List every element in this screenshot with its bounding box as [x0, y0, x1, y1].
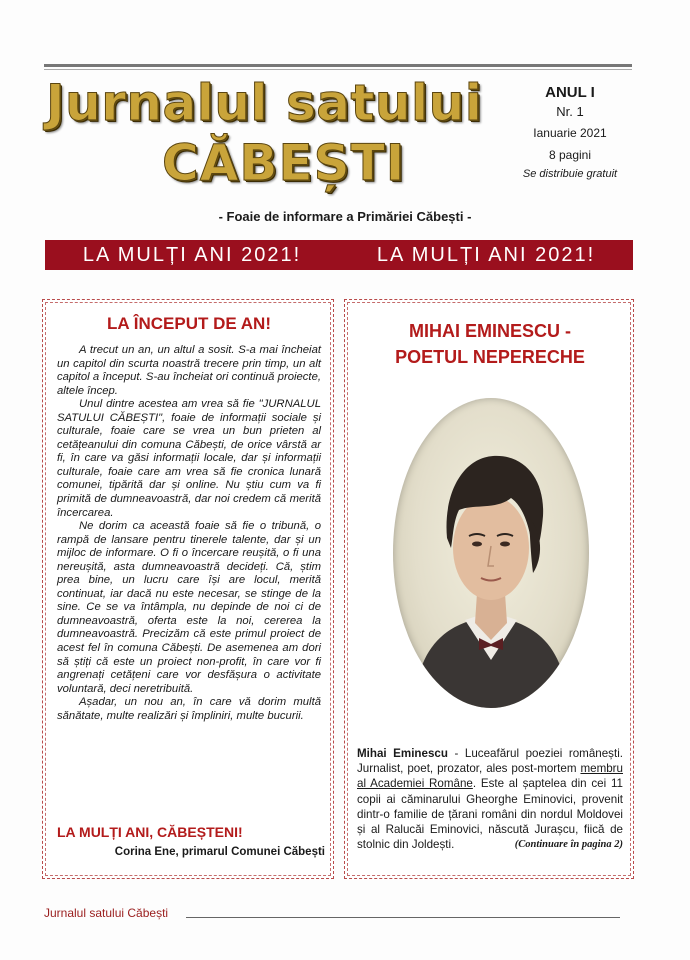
- footer-label: Jurnalul satului Căbești: [44, 906, 169, 920]
- academy-link[interactable]: membru al Academiei Române: [357, 762, 623, 791]
- issue-pages: 8 pagini: [548, 148, 592, 162]
- article-paragraph: Ne dorim ca această foaie să fie o tribună, o rampă de lansare pentru tinerele talente, dar și un mijloc de informare. O fi o încercare reușită, o fi una nereușită, asta dumneavoastră decideți. Că, știm prea bine, un lucru care își are locul, merită continuat, iar dacă nu este necesar, se stinge de la sine. Ce se va întâmpla, nu depinde de noi ci de dumneavoastră, oferta este la noi, cererea la dumneavoastră. Precizăm că este primul proiect de acest fel în comuna Căbești. De asemenea am dori să știți că este un proiect non-profit, în care vor fi angrenați cetățeni care vor desfășura o activitate voluntară, deci neretribuită.: [57, 520, 321, 695]
- bio-text-part1: - Luceafărul poeziei românești. Jurnalist, poet, prozator, ales post-mortem: [357, 747, 623, 776]
- article-paragraph: Așadar, un nou an, în care vă dorim multă sănătate, multe realizări și împliniri, multe bucurii.: [57, 696, 321, 722]
- left-article-body: [57, 344, 321, 723]
- masthead-subtitle: - Foaie de informare a Primăriei Căbești -: [218, 209, 472, 224]
- continuation-note: (Continuare în pagina 2): [514, 839, 623, 851]
- article-signature: Corina Ene, primarul Comunei Căbești: [114, 846, 325, 858]
- banner-text-right: LA MULȚI ANI 2021!: [376, 243, 596, 266]
- issue-number: Nr. 1: [556, 104, 584, 119]
- article-paragraph: A trecut un an, un altul a sosit. S-a mai încheiat un capitol din scurta noastră trecere prin timp, un alt capitol a început. S-au încheiat ori continuă proiecte, altele încep.: [57, 344, 321, 397]
- issue-distribution: Se distribuie gratuit: [522, 168, 618, 180]
- masthead-rule-thin: [44, 69, 632, 70]
- right-heading-line2: POETUL NEPERECHE: [395, 347, 585, 367]
- left-article-box: [42, 299, 334, 879]
- eminescu-portrait: [393, 398, 589, 708]
- bio-text-part2: . Este al șaptelea din cei 11 copii ai căminarului Gheorghe Eminovici, provenit dintr-o familie de țărani români din nordul Moldovei și al Ralucăi Eminovici, născută Jurașcu, fiică de stolnic din Joldești.: [357, 777, 624, 852]
- footer-rule: [186, 917, 620, 918]
- left-article-heading: LA ÎNCEPUT DE AN!: [106, 314, 271, 333]
- eminescu-bio: [357, 746, 623, 852]
- right-heading-line1: MIHAI EMINESCU -: [409, 321, 571, 341]
- right-article-box: [344, 299, 634, 879]
- banner-text-left: LA MULȚI ANI 2021!: [82, 243, 302, 266]
- issue-year: ANUL I: [545, 84, 595, 101]
- masthead-title-line2: CĂBEȘTI: [162, 134, 406, 192]
- bio-name: Mihai Eminescu: [357, 747, 448, 760]
- right-article-heading: [345, 318, 635, 370]
- masthead-title-line1: Jurnalul satului: [46, 74, 483, 132]
- issue-date: Ianuarie 2021: [533, 126, 607, 140]
- article-greeting: LA MULȚI ANI, CĂBEȘTENI!: [57, 824, 243, 840]
- masthead-rule: [44, 64, 632, 67]
- article-paragraph: Unul dintre acestea am vrea să fie "JURNALUL SATULUI CĂBEȘTI", foaie de informații sociale și culturale, foaie care se vrea un bun prieten al cetățeanului din comuna Căbești, de orice vârstă ar fi, în care va găsi informații locale, dar și informații culturale, foaie care am vrea să fie cronica lunară comunei, tipărită dar și online. Nu știu cum va fi primită de dumneavoastră, dar noi credem că merită încercarea.: [57, 398, 321, 519]
- new-year-banner: [45, 240, 633, 270]
- portrait-illustration: [393, 398, 589, 708]
